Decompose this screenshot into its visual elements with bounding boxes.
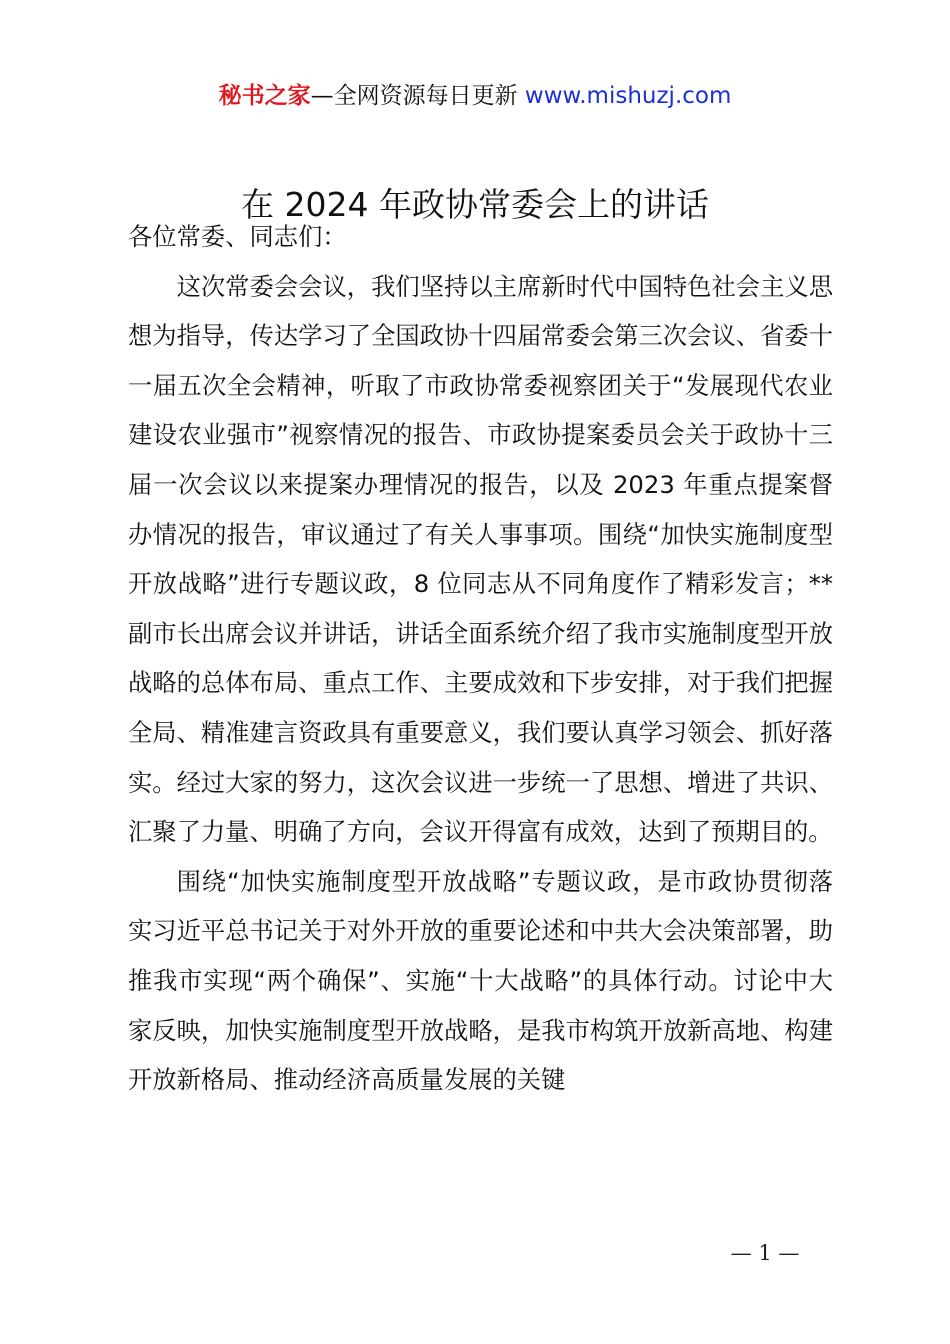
site-header — [0, 80, 950, 112]
body-paragraph: 围绕“加快实施制度型开放战略”专题议政，是市政协贯彻落实习近平总书记关于对外开放的重要论述和中共大会决策部署，助推我市实现“两个确保”、实施“十大战略”的具体行动。讨论中大家反映，加快实施制度型开放战略，是我市构筑开放新高地、构建开放新格局、推动经济高质量发展的关键 — [128, 866, 833, 1095]
header-tagline: —全网资源每日更新 — [310, 83, 525, 109]
body-paragraph: 这次常委会会议，我们坚持以主席新时代中国特色社会主义思想为指导，传达学习了全国政协十四届常委会第三次会议、省委十一届五次全会精神，听取了市政协常委视察团关于“发展现代农业建设农业强市”视察情况的报告、市政协提案委员会关于政协十三届一次会议以来提案办理情况的报告，以及 2023 年重点提案督办情况的报告，审议通过了有关人事事项。围绕“加快实施制度型开放战略”进行专题议政，8 位同志从不同角度作了精彩发言；**副市长出席会议并讲话，讲话全面系统介绍了我市实施制度型开放战略的总体布局、重点工作、主要成效和下步安排，对于我们把握全局、精准建言资政具有重要意义，我们要认真学习领会、抓好落实。经过大家的努力，这次会议进一步统一了思想、增进了共识、汇聚了力量、明确了方向，会议开得富有成效，达到了预期目的。 — [128, 271, 833, 847]
document-body — [128, 212, 833, 1105]
salutation: 各位常委、同志们： — [128, 222, 347, 251]
page-number: — 1 — — [730, 1241, 800, 1265]
document-title: 在 2024 年政协常委会上的讲话 — [241, 185, 709, 224]
brand-name: 秘书之家 — [218, 83, 311, 109]
site-url-link[interactable]: www.mishuzj.com — [524, 83, 732, 109]
